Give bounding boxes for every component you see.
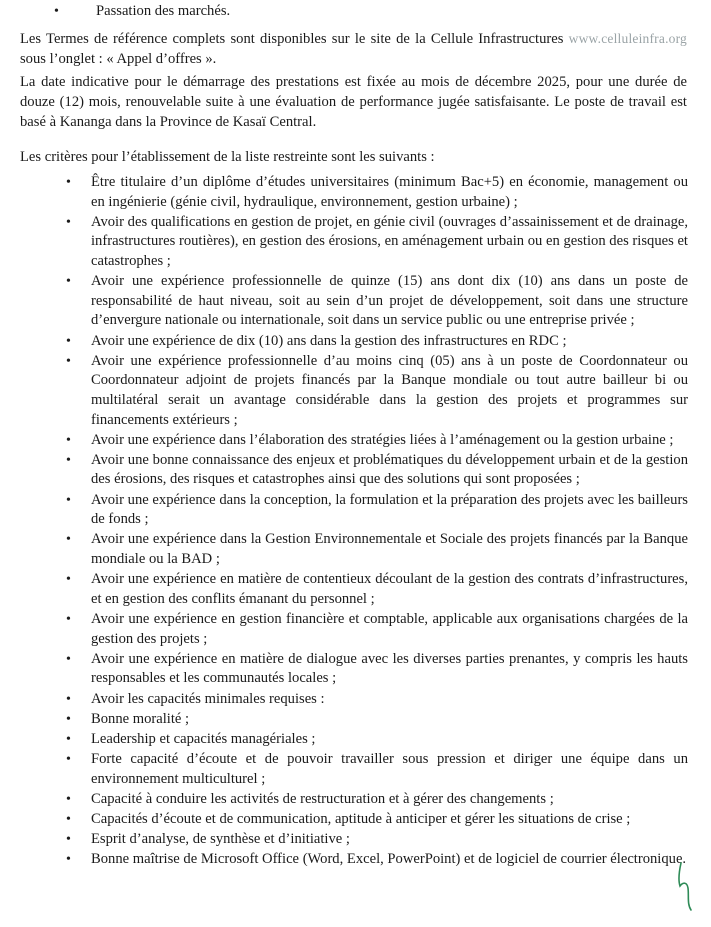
criteria-item: • Avoir une bonne connaissance des enjeux et problématiques du développement urbain et de la gestion des érosions, des risques et catastrophes ainsi que des solutions qui sont proposées ;: [24, 451, 688, 490]
criteria-item: • Avoir une expérience dans l’élaboration des stratégies liées à l’aménagement ou la gestion urbaine ;: [24, 431, 688, 451]
criteria-item: • Avoir une expérience en matière de contentieux découlant de la gestion des contrats d’infrastructures, et en gestion des conflits émanant du personnel ;: [24, 570, 688, 609]
criteria-item: • Avoir une expérience en gestion financière et comptable, applicable aux organisations chargées de la gestion des projets ;: [24, 610, 688, 649]
top-bullet-list: [54, 2, 674, 21]
criteria-list: [24, 173, 688, 871]
criteria-intro: Les critères pour l’établissement de la liste restreinte sont les suivants :: [20, 149, 435, 165]
criteria-item: • Bonne maîtrise de Microsoft Office (Word, Excel, PowerPoint) et de logiciel de courrier électronique.: [24, 850, 688, 870]
list-item: • Passation des marchés.: [54, 2, 674, 21]
tor-text: Les Termes de référence complets sont disponibles sur le site de la Cellule Infrastructures: [20, 31, 564, 47]
criteria-item: • Capacité à conduire les activités de restructuration et à gérer des changements ;: [24, 790, 688, 810]
criteria-item: • Avoir une expérience professionnelle de quinze (15) ans dont dix (10) ans dans un poste de responsabilité de haut niveau, soit au sein d’un projet de développement, soit dans une structure d’envergure nationale ou internationale, soit dans un service public ou une entreprise privée ;: [24, 272, 688, 331]
criteria-item: • Esprit d’analyse, de synthèse et d’initiative ;: [24, 830, 688, 850]
criteria-item: • Avoir une expérience dans la Gestion Environnementale et Sociale des projets financés par la Banque mondiale ou la BAD ;: [24, 530, 688, 569]
criteria-item: • Forte capacité d’écoute et de pouvoir travailler sous pression et diriger une équipe dans un environnement multiculturel ;: [24, 750, 688, 789]
criteria-item: • Avoir les capacités minimales requises :: [24, 690, 688, 710]
criteria-item: • Avoir une expérience dans la conception, la formulation et la préparation des projets avec les bailleurs de fonds ;: [24, 491, 688, 530]
criteria-item: • Avoir une expérience professionnelle d’au moins cinq (05) ans à un poste de Coordonnateur ou Coordonnateur adjoint de projets financés par la Banque mondiale ou tout autre bailleur bi ou multilatéral serait un avantage considérable dans la gestion des projets et programmes sur financements extérieurs ;: [24, 352, 688, 430]
criteria-item: • Avoir une expérience de dix (10) ans dans la gestion des infrastructures en RDC ;: [24, 332, 688, 352]
criteria-item: • Être titulaire d’un diplôme d’études universitaires (minimum Bac+5) en économie, management ou en ingénierie (génie civil, hydraulique, environnement, gestion urbaine) ;: [24, 173, 688, 212]
tor-paragraph: [20, 29, 687, 69]
tor-text-end: sous l’onglet : « Appel d’offres ».: [20, 51, 217, 67]
criteria-item: • Leadership et capacités managériales ;: [24, 730, 688, 750]
start-date-paragraph: La date indicative pour le démarrage des prestations est fixée au mois de décembre 2025, pour une durée de douze (12) mois, renouvelable suite à une évaluation de performance jugée satisfaisante. Le poste de travail est basé à Kananga dans la Province de Kasaï Central.: [20, 74, 687, 130]
criteria-item: • Avoir une expérience en matière de dialogue avec les diverses parties prenantes, y compris les hauts responsables et les communautés locales ;: [24, 650, 688, 689]
criteria-item: • Avoir des qualifications en gestion de projet, en génie civil (ouvrages d’assainissement et de drainage, infrastructures routières), en gestion des érosions, en aménagement urbain ou en gestion des risques et catastrophes ;: [24, 213, 688, 272]
website-link[interactable]: www.celluleinfra.org: [568, 31, 687, 46]
criteria-item: • Capacités d’écoute et de communication, aptitude à anticiper et gérer les situations de crise ;: [24, 810, 688, 830]
handwritten-initials-icon: [675, 860, 695, 914]
criteria-item: • Bonne moralité ;: [24, 710, 688, 730]
